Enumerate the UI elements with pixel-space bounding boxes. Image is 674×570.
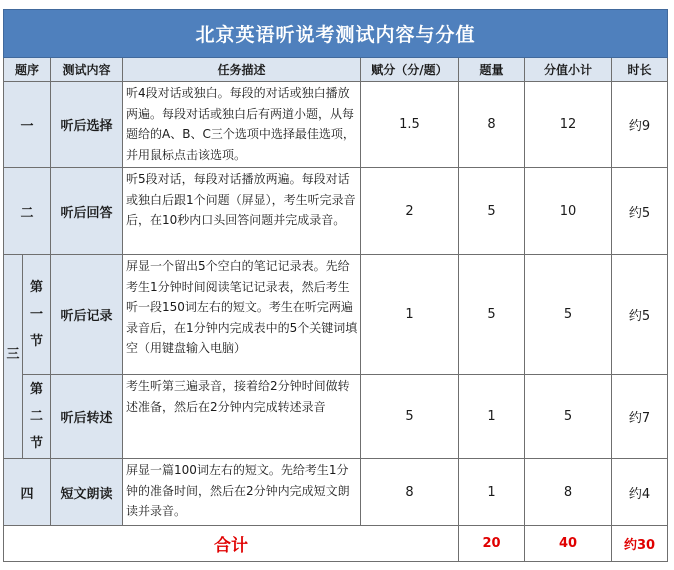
row-description: 屏显一个留出5个空白的笔记记录表。先给考生1分钟时间阅读笔记记录表，然后考生听一段150词左右的短文。考生在听完两遍录音后，在1分钟内完成表中的5个关键词填空（用键盘输入电脑） <box>123 255 361 375</box>
total-count: 20 <box>459 526 525 562</box>
row-description: 考生听第三遍录音，接着给2分钟时间做转述准备，然后在2分钟内完成转述录音 <box>123 375 361 459</box>
row-duration: 约4 <box>612 459 668 526</box>
row-subtotal: 8 <box>525 459 612 526</box>
row-subtotal: 5 <box>525 255 612 375</box>
score-table <box>3 9 668 562</box>
row-description: 听5段对话，每段对话播放两遍。每段对话或独白后跟1个问题（屏显），考生听完录音后，在10秒内口头回答问题并完成录音。 <box>123 168 361 255</box>
total-row <box>4 526 668 562</box>
row-content: 听后转述 <box>51 375 123 459</box>
row-score: 1 <box>361 255 459 375</box>
row-duration: 约5 <box>612 168 668 255</box>
row-count: 5 <box>459 255 525 375</box>
table-row <box>4 459 668 526</box>
header-content: 测试内容 <box>51 58 123 82</box>
table-row <box>4 168 668 255</box>
row-count: 8 <box>459 82 525 168</box>
header-score: 赋分（分/题） <box>361 58 459 82</box>
row-description: 听4段对话或独白。每段的对话或独白播放两遍。每段对话或独白后有两道小题，从每题给的A、B、C三个选项中选择最佳选项，并用鼠标点击该选项。 <box>123 82 361 168</box>
row-count: 1 <box>459 459 525 526</box>
header-count: 题量 <box>459 58 525 82</box>
row-score: 8 <box>361 459 459 526</box>
row-seq: 三 <box>4 255 23 459</box>
header-duration: 时长 <box>612 58 668 82</box>
row-count: 1 <box>459 375 525 459</box>
row-subtotal: 5 <box>525 375 612 459</box>
row-section: 第二节 <box>23 375 51 459</box>
row-seq: 四 <box>4 459 51 526</box>
row-duration: 约7 <box>612 375 668 459</box>
row-subtotal: 10 <box>525 168 612 255</box>
row-section: 第一节 <box>23 255 51 375</box>
total-duration: 约30 <box>612 526 668 562</box>
table-row <box>4 82 668 168</box>
row-content: 短文朗读 <box>51 459 123 526</box>
total-label: 合计 <box>4 526 459 562</box>
row-duration: 约9 <box>612 82 668 168</box>
table-title: 北京英语听说考测试内容与分值 <box>4 10 668 58</box>
row-score: 5 <box>361 375 459 459</box>
row-content: 听后回答 <box>51 168 123 255</box>
row-content: 听后选择 <box>51 82 123 168</box>
table-row <box>4 255 668 375</box>
row-content: 听后记录 <box>51 255 123 375</box>
table-row <box>4 375 668 459</box>
total-subtotal: 40 <box>525 526 612 562</box>
row-seq: 一 <box>4 82 51 168</box>
row-description: 屏显一篇100词左右的短文。先给考生1分钟的准备时间，然后在2分钟内完成短文朗读并录音。 <box>123 459 361 526</box>
row-subtotal: 12 <box>525 82 612 168</box>
row-score: 2 <box>361 168 459 255</box>
header-description: 任务描述 <box>123 58 361 82</box>
header-subtotal: 分值小计 <box>525 58 612 82</box>
row-count: 5 <box>459 168 525 255</box>
header-seq: 题序 <box>4 58 51 82</box>
row-duration: 约5 <box>612 255 668 375</box>
row-seq: 二 <box>4 168 51 255</box>
row-score: 1.5 <box>361 82 459 168</box>
